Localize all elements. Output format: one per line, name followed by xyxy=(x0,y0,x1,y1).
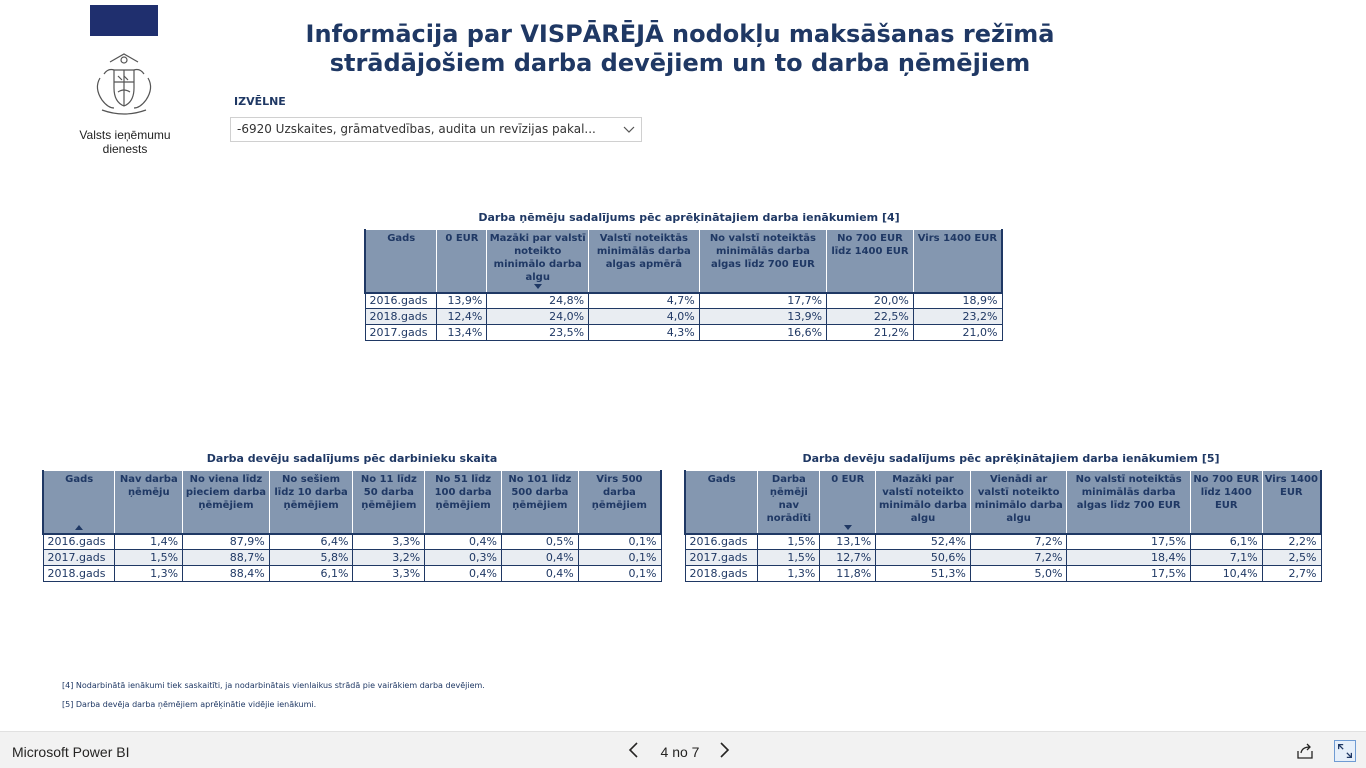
table-row[interactable] xyxy=(43,566,661,582)
table-cell: 2,7% xyxy=(1262,566,1321,582)
table-row[interactable] xyxy=(365,309,1002,325)
share-icon[interactable] xyxy=(1296,742,1314,760)
employers-income-table xyxy=(684,470,1322,582)
table-cell: 88,4% xyxy=(183,566,270,582)
column-header[interactable]: No viena līdz pieciem darba ņēmējiem xyxy=(183,471,270,534)
column-header[interactable]: 0 EUR xyxy=(437,230,487,293)
table-row[interactable] xyxy=(365,325,1002,341)
table-cell: 50,6% xyxy=(876,550,971,566)
table-cell: 88,7% xyxy=(183,550,270,566)
table-cell: 13,1% xyxy=(820,534,876,550)
table-cell: 21,0% xyxy=(913,325,1002,341)
table-cell: 0,4% xyxy=(425,566,502,582)
table-cell: 7,2% xyxy=(970,534,1067,550)
table-cell: 2016.gads xyxy=(365,293,437,309)
column-header[interactable]: Nav darba ņēmēju xyxy=(115,471,183,534)
column-header[interactable]: Darba ņēmēji nav norādīti xyxy=(758,471,820,534)
table-cell: 52,4% xyxy=(876,534,971,550)
table-cell: 0,1% xyxy=(578,550,661,566)
table-cell: 6,1% xyxy=(1190,534,1262,550)
industry-dropdown[interactable] xyxy=(230,117,642,142)
sort-descending-icon xyxy=(534,284,542,289)
table-cell: 21,2% xyxy=(827,325,914,341)
table-cell: 2018.gads xyxy=(365,309,437,325)
table-cell: 3,3% xyxy=(353,534,425,550)
table-cell: 1,4% xyxy=(115,534,183,550)
logo-flag xyxy=(90,5,158,36)
coat-of-arms-icon xyxy=(88,48,160,120)
table-cell: 6,1% xyxy=(269,566,353,582)
table-cell: 2018.gads xyxy=(685,566,758,582)
table-cell: 0,5% xyxy=(502,534,579,550)
table-cell: 17,7% xyxy=(699,293,826,309)
table-cell: 23,5% xyxy=(487,325,589,341)
column-header[interactable]: No 51 līdz 100 darba ņēmējiem xyxy=(425,471,502,534)
employers-income-table-title: Darba devēju sadalījums pēc aprēķinātajiem darba ienākumiem [5] xyxy=(802,452,1220,465)
employers-staff-table xyxy=(42,470,662,582)
column-header[interactable]: Mazāki par valstī noteikto minimālo darba algu xyxy=(876,471,971,534)
column-header-sorted[interactable] xyxy=(820,471,876,534)
table-cell: 87,9% xyxy=(183,534,270,550)
chevron-right-icon[interactable] xyxy=(716,741,732,759)
employers-staff-table-title: Darba devēju sadalījums pēc darbinieku skaita xyxy=(206,452,498,465)
table-cell: 1,5% xyxy=(758,550,820,566)
table-cell: 0,1% xyxy=(578,534,661,550)
sort-ascending-icon xyxy=(75,525,83,530)
page-title-line1: Informācija par VISPĀRĒJĀ nodokļu maksāšanas režīmā xyxy=(305,20,1055,48)
column-header[interactable]: Gads xyxy=(365,230,437,293)
table-row[interactable] xyxy=(685,534,1321,550)
table-cell: 0,4% xyxy=(502,566,579,582)
column-header[interactable]: No 11 līdz 50 darba ņēmējiem xyxy=(353,471,425,534)
column-header-label: Gads xyxy=(65,474,94,485)
table-cell: 0,3% xyxy=(425,550,502,566)
table-cell: 2016.gads xyxy=(43,534,115,550)
table-row[interactable] xyxy=(365,293,1002,309)
logo-text-line1: Valsts ieņēmumu xyxy=(79,128,171,142)
table-cell: 13,9% xyxy=(437,293,487,309)
column-header-label: Mazāki par valstī noteikto minimālo darba algu xyxy=(489,233,586,283)
filter-label: IZVĒLNE xyxy=(234,95,286,108)
employees-income-table xyxy=(364,229,1003,341)
table-cell: 0,1% xyxy=(578,566,661,582)
logo-text-line2: dienests xyxy=(102,142,148,156)
table-cell: 13,9% xyxy=(699,309,826,325)
page-title-line2: strādājošiem darba devējiem un to darba ņēmējiem xyxy=(329,49,1031,77)
employees-income-table-title: Darba ņēmēju sadalījums pēc aprēķinātajiem darba ienākumiem [4] xyxy=(478,211,900,224)
table-cell: 24,0% xyxy=(487,309,589,325)
table-cell: 13,4% xyxy=(437,325,487,341)
table-cell: 23,2% xyxy=(913,309,1002,325)
fullscreen-icon xyxy=(1335,741,1355,761)
logo-text xyxy=(60,128,190,156)
table-cell: 2016.gads xyxy=(685,534,758,550)
table-cell: 17,5% xyxy=(1067,566,1190,582)
table-cell: 51,3% xyxy=(876,566,971,582)
table-cell: 2017.gads xyxy=(43,550,115,566)
table-cell: 12,4% xyxy=(437,309,487,325)
industry-dropdown-value: -6920 Uzskaites, grāmatvedības, audita un revīzijas pakal... xyxy=(237,122,596,136)
chevron-left-icon[interactable] xyxy=(626,741,642,759)
table-cell: 4,3% xyxy=(589,325,700,341)
column-header[interactable]: Virs 1400 EUR xyxy=(913,230,1002,293)
table-cell: 1,5% xyxy=(115,550,183,566)
table-cell: 11,8% xyxy=(820,566,876,582)
bottom-bar xyxy=(0,731,1366,768)
table-cell: 2,5% xyxy=(1262,550,1321,566)
table-cell: 3,3% xyxy=(353,566,425,582)
table-row[interactable] xyxy=(685,566,1321,582)
brand-label: Microsoft Power BI xyxy=(12,744,130,760)
column-header[interactable]: No 700 EUR līdz 1400 EUR xyxy=(827,230,914,293)
table-cell: 2018.gads xyxy=(43,566,115,582)
table-cell: 5,8% xyxy=(269,550,353,566)
table-row[interactable] xyxy=(43,550,661,566)
table-cell: 4,0% xyxy=(589,309,700,325)
table-cell: 18,9% xyxy=(913,293,1002,309)
table-cell: 16,6% xyxy=(699,325,826,341)
column-header[interactable]: Virs 1400 EUR xyxy=(1262,471,1321,534)
table-row[interactable] xyxy=(43,534,661,550)
table-cell: 7,2% xyxy=(970,550,1067,566)
table-cell: 22,5% xyxy=(827,309,914,325)
column-header[interactable]: Gads xyxy=(685,471,758,534)
table-cell: 2017.gads xyxy=(365,325,437,341)
table-cell: 2017.gads xyxy=(685,550,758,566)
table-cell: 5,0% xyxy=(970,566,1067,582)
table-cell: 2,2% xyxy=(1262,534,1321,550)
table-cell: 0,4% xyxy=(502,550,579,566)
table-cell: 20,0% xyxy=(827,293,914,309)
column-header[interactable]: No 101 līdz 500 darba ņēmējiem xyxy=(502,471,579,534)
table-row[interactable] xyxy=(685,550,1321,566)
footnote-5: [5] Darba devēja darba ņēmējiem aprēķinātie vidējie ienākumi. xyxy=(62,700,317,709)
table-cell: 24,8% xyxy=(487,293,589,309)
column-header[interactable]: Virs 500 darba ņēmējiem xyxy=(578,471,661,534)
column-header[interactable]: Vienādi ar valstī noteikto minimālo darba algu xyxy=(970,471,1067,534)
column-header[interactable]: No 700 EUR līdz 1400 EUR xyxy=(1190,471,1262,534)
column-header-sorted[interactable] xyxy=(487,230,589,293)
page-indicator: 4 no 7 xyxy=(660,744,700,760)
table-cell: 12,7% xyxy=(820,550,876,566)
footnote-4: [4] Nodarbinātā ienākumi tiek saskaitīti, ja nodarbinātais vienlaikus strādā pie vairākiem darba devējiem. xyxy=(62,681,485,690)
column-header[interactable]: No sešiem līdz 10 darba ņēmējiem xyxy=(269,471,353,534)
table-cell: 1,3% xyxy=(758,566,820,582)
column-header-sorted[interactable] xyxy=(43,471,115,534)
table-cell: 6,4% xyxy=(269,534,353,550)
table-cell: 1,5% xyxy=(758,534,820,550)
page-title xyxy=(240,20,1120,78)
column-header-label: 0 EUR xyxy=(831,474,865,485)
chevron-down-icon xyxy=(623,123,635,135)
table-cell: 10,4% xyxy=(1190,566,1262,582)
column-header[interactable]: No valstī noteiktās minimālās darba algas līdz 700 EUR xyxy=(1067,471,1190,534)
table-cell: 4,7% xyxy=(589,293,700,309)
column-header[interactable]: No valstī noteiktās minimālās darba algas līdz 700 EUR xyxy=(699,230,826,293)
table-cell: 3,2% xyxy=(353,550,425,566)
table-cell: 1,3% xyxy=(115,566,183,582)
table-cell: 0,4% xyxy=(425,534,502,550)
table-cell: 17,5% xyxy=(1067,534,1190,550)
table-cell: 7,1% xyxy=(1190,550,1262,566)
sort-descending-icon xyxy=(844,525,852,530)
fullscreen-button[interactable] xyxy=(1334,740,1356,762)
table-cell: 18,4% xyxy=(1067,550,1190,566)
column-header[interactable]: Valstī noteiktās minimālās darba algas apmērā xyxy=(589,230,700,293)
